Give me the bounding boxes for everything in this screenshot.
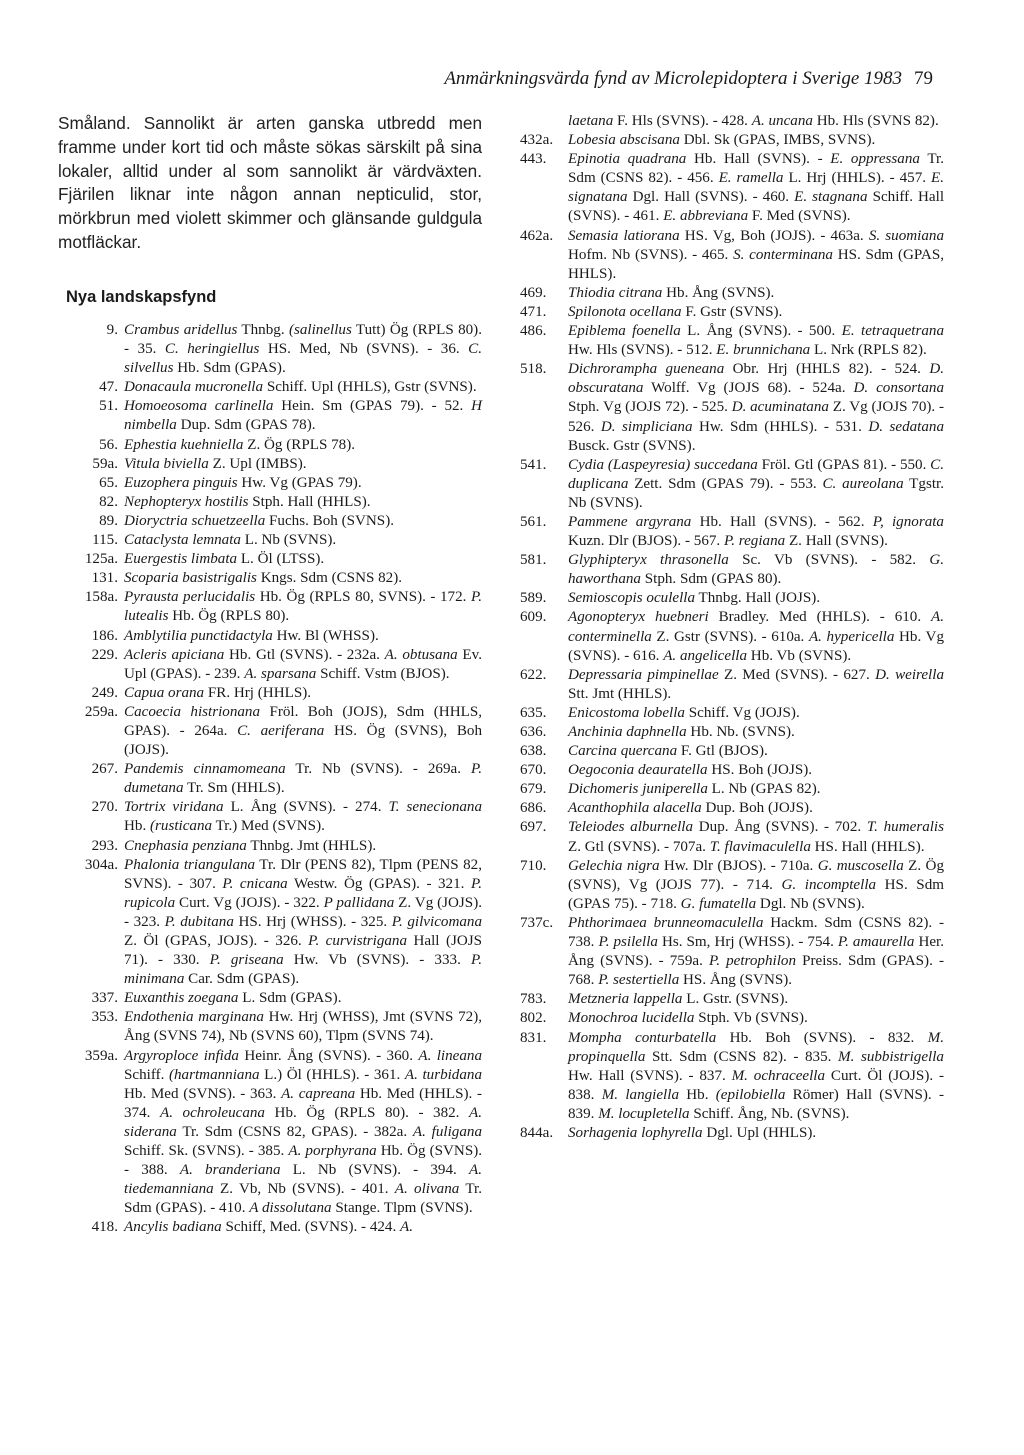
species-entry [520, 150, 944, 226]
species-entry [520, 818, 944, 856]
entry-text: Enicostoma lobella Schiff. Vg (JOJS). [568, 704, 800, 721]
species-entry [58, 378, 482, 397]
intro-paragraph: Småland. Sannolikt är arten ganska utbredd men framme under kort tid och måste sökas särskilt på sina lokaler, alltid under al som sannolikt är värdväxten. Fjärilen liknar inte någon annan nepticulid, stor, mörkbrun med violett skimmer och glänsande guldgula motfläckar. [58, 113, 482, 252]
entry-text: Cydia (Laspeyresia) succedana Fröl. Gtl (GPAS 81). - 550. C. duplicana Zett. Sdm (GPAS 79). - 553. C. aureolana Tgstr. Nb (SVNS). [568, 456, 944, 511]
entry-text: Epiblema foenella L. Ång (SVNS). - 500. E. tetraquetrana Hw. Hls (SVNS). - 512. E. brunnichana L. Nrk (RPLS 82). [568, 323, 945, 359]
entry-text: Euergestis limbata L. Öl (LTSS). [124, 551, 325, 568]
entry-number: 353. [91, 1009, 118, 1026]
species-entry [520, 666, 944, 704]
entry-number: 686. [520, 800, 547, 817]
entry-text: Glyphipteryx thrasonella Sc. Vb (SVNS). - 582. G. haworthana Stph. Sdm (GPAS 80). [568, 552, 944, 588]
species-entry [58, 684, 482, 703]
entry-text: Oegoconia deauratella HS. Boh (JOJS). [568, 762, 813, 779]
species-entry [520, 742, 944, 761]
species-entry [520, 704, 944, 723]
entry-number: 115. [92, 532, 118, 549]
entry-text: Dichomeris juniperella L. Nb (GPAS 82). [568, 781, 821, 798]
entry-text: Vitula biviella Z. Upl (IMBS). [124, 455, 307, 472]
entry-number: 89. [99, 512, 118, 529]
entry-text: Homoeosoma carlinella Hein. Sm (GPAS 79). - 52. H nimbella Dup. Sdm (GPAS 78). [124, 398, 482, 434]
entry-number: 249. [91, 684, 118, 701]
entry-number: 831. [520, 1029, 547, 1046]
left-column [58, 112, 483, 1236]
entry-text: Gelechia nigra Hw. Dlr (BJOS). - 710a. G. muscosella Z. Ög (SVNS), Vg (JOJS 77). - 714. G. incomptella HS. Sdm (GPAS 75). - 718. G. fumatella Dgl. Nb (SVNS). [568, 857, 944, 912]
species-entry [520, 456, 944, 513]
species-entry [58, 646, 482, 684]
entry-text: Thiodia citrana Hb. Ång (SVNS). [568, 284, 775, 301]
entry-text: Euxanthis zoegana L. Sdm (GPAS). [124, 990, 342, 1007]
running-header [380, 68, 933, 90]
species-entry [58, 321, 482, 378]
species-entry [58, 436, 482, 455]
species-entry [520, 360, 944, 455]
species-entry [520, 303, 944, 322]
section-heading: Nya landskapsfynd [66, 288, 217, 306]
species-entry [520, 799, 944, 818]
entry-text: Argyroploce infida Heinr. Ång (SVNS). - 360. A. lineana Schiff. (hartmanniana L.) Öl (HHLS). - 361. A. turbidana Hb. Med (SVNS). - 363. A. capreana Hb. Med (HHLS). - 374. A. ochroleucana Hb. Ög (RPLS 80). - 382. A. siderana Tr. Sdm (CSNS 82, GPAS). - 382a. A. fuligana Schiff. Sk. (SVNS). - 385. A. porphyrana Hb. Ög (SVNS). - 388. A. branderiana L. Nb (SVNS). - 394. A. tiedemanniana Z. Vb, Nb (SVNS). - 401. A. olivana Tr. Sdm (GPAS). - 410. A dissolutana Stange. Tlpm (SVNS). [124, 1047, 483, 1217]
entry-text: Dichrorampha gueneana Obr. Hrj (HHLS 82). - 524. D. obscuratana Wolff. Vg (JOJS 68). - 524a. D. consortana Stph. Vg (JOJS 72). - 525. D. acuminatana Z. Vg (JOJS 70). - 526. D. simpliciana Hw. Sdm (HHLS). - 531. D. sedatana Busck. Gstr (SVNS). [568, 361, 944, 454]
entry-number: 158a. [84, 589, 118, 606]
entry-text: Epinotia quadrana Hb. Hall (SVNS). - E. oppressana Tr. Sdm (CSNS 82). - 456. E. ramella L. Hrj (HHLS). - 457. E. signatana Dgl. Hall (SVNS). - 460. E. stagnana Schiff. Hall (SVNS). - 461. E. abbreviana F. Med (SVNS). [568, 151, 945, 225]
entry-text: Ancylis badiana Schiff, Med. (SVNS). - 424. A. [124, 1219, 414, 1236]
right-entry-list [520, 112, 944, 1143]
entry-text: laetana F. Hls (SVNS). - 428. A. uncana Hb. Hls (SVNS 82). [568, 113, 939, 129]
entry-text: Depressaria pimpinellae Z. Med (SVNS). - 627. D. weirella Stt. Jmt (HHLS). [568, 666, 944, 702]
entry-text: Spilonota ocellana F. Gstr (SVNS). [568, 303, 783, 320]
entry-text: Pyrausta perlucidalis Hb. Ög (RPLS 80, SVNS). - 172. P. lutealis Hb. Ög (RPLS 80). [124, 589, 482, 625]
species-entry [58, 627, 482, 646]
entry-text: Donacaula mucronella Schiff. Upl (HHLS), Gstr (SVNS). [124, 379, 477, 396]
entry-number: 125a. [84, 551, 118, 568]
entry-text: Carcina quercana F. Gtl (BJOS). [568, 743, 768, 760]
entry-number: 186. [91, 627, 118, 644]
species-entry [58, 1218, 482, 1237]
entry-number: 581. [520, 552, 547, 569]
species-entry [58, 531, 482, 550]
entry-number: 589. [520, 590, 547, 607]
entry-number: 638. [520, 743, 547, 760]
entry-number: 270. [91, 799, 118, 816]
species-entry [520, 322, 944, 360]
species-entry [520, 723, 944, 742]
entry-number: 359a. [84, 1047, 118, 1064]
species-entry [58, 512, 482, 531]
entry-text: Teleiodes alburnella Dup. Ång (SVNS). - 702. T. humeralis Z. Gtl (SVNS). - 707a. T. flavimaculella HS. Hall (HHLS). [568, 819, 944, 855]
entry-text: Anchinia daphnella Hb. Nb. (SVNS). [568, 724, 795, 740]
species-entry [58, 493, 482, 512]
species-entry [58, 569, 482, 588]
entry-text: Phthorimaea brunneomaculella Hackm. Sdm (CSNS 82). - 738. P. psilella Hs. Sm, Hrj (WHSS). - 754. P. amaurella Her. Ång (SVNS). - 759a. P. petrophilon Preiss. Sdm (GPAS). - 768. P. sestertiella HS. Ång (SVNS). [568, 914, 945, 989]
entry-text: Pandemis cinnamomeana Tr. Nb (SVNS). - 269a. P. dumetana Tr. Sm (HHLS). [124, 761, 482, 797]
entry-text: Euzophera pinguis Hw. Vg (GPAS 79). [124, 474, 362, 491]
entry-text: Dioryctria schuetzeella Fuchs. Boh (SVNS). [124, 512, 394, 529]
species-entry [58, 1008, 482, 1046]
entry-number: 259a. [84, 703, 118, 720]
entry-number [520, 112, 568, 131]
species-entry [58, 397, 482, 435]
entry-number: 59a. [92, 455, 118, 472]
entry-number: 697. [520, 819, 547, 836]
species-entry [58, 837, 482, 856]
entry-number: 304a. [84, 856, 118, 873]
species-entry [520, 857, 944, 914]
entry-number: 609. [520, 609, 547, 626]
species-entry [520, 780, 944, 799]
entry-text: Acanthophila alacella Dup. Boh (JOJS). [568, 800, 813, 817]
entry-number: 337. [91, 990, 118, 1007]
entry-text: Cataclysta lemnata L. Nb (SVNS). [124, 532, 337, 549]
entry-text: Semioscopis oculella Thnbg. Hall (JOJS). [568, 590, 821, 607]
entry-number: 670. [520, 762, 547, 779]
entry-number: 56. [99, 436, 118, 453]
entry-number: 541. [520, 456, 547, 473]
entry-text: Agonopteryx huebneri Bradley. Med (HHLS). - 610. A. conterminella Z. Gstr (SVNS). - 610a. A. hypericella Hb. Vg (SVNS). - 616. A. angelicella Hb. Vb (SVNS). [568, 609, 945, 664]
entry-number: 679. [520, 781, 547, 798]
entry-text: Pammene argyrana Hb. Hall (SVNS). - 562. P, ignorata Kuzn. Dlr (BJOS). - 567. P. regiana Z. Hall (SVNS). [568, 513, 944, 550]
species-entry [58, 455, 482, 474]
species-entry [520, 284, 944, 303]
entry-number: 737c. [520, 914, 554, 931]
species-entry [520, 1124, 944, 1143]
entry-text: Acleris apiciana Hb. Gtl (SVNS). - 232a. A. obtusana Ev. Upl (GPAS). - 239. A. sparsana Schiff. Vstm (BJOS). [124, 646, 482, 682]
entry-text: Cacoecia histrionana Fröl. Boh (JOJS), Sdm (HHLS, GPAS). - 264a. C. aeriferana HS. Ög (SVNS), Boh (JOJS). [124, 703, 482, 759]
species-entry [58, 989, 482, 1008]
entry-number: 802. [520, 1010, 547, 1027]
entry-number: 229. [91, 646, 118, 663]
entry-number: 471. [520, 303, 547, 320]
entry-number: 486. [520, 323, 547, 340]
entry-number: 82. [99, 493, 118, 510]
entry-number: 293. [91, 837, 118, 854]
entry-number: 561. [520, 513, 547, 530]
entry-text: Crambus aridellus Thnbg. (salinellus Tutt) Ög (RPLS 80). - 35. C. heringiellus HS. Med, Nb (SVNS). - 36. C. silvellus Hb. Sdm (GPAS). [124, 322, 482, 377]
species-entry [520, 131, 944, 150]
entry-text: Semasia latiorana HS. Vg, Boh (JOJS). - 463a. S. suomiana Hofm. Nb (SVNS). - 465. S. conterminana HS. Sdm (GPAS, HHLS). [568, 227, 944, 282]
species-entry [58, 760, 482, 798]
species-entry [520, 112, 944, 131]
entry-number: 9. [106, 322, 118, 338]
species-entry [520, 513, 944, 551]
species-entry [58, 798, 482, 836]
species-entry [520, 990, 944, 1009]
entry-text: Lobesia abscisana Dbl. Sk (GPAS, IMBS, SVNS). [568, 132, 876, 149]
entry-text: Phalonia triangulana Tr. Dlr (PENS 82), Tlpm (PENS 82, SVNS). - 307. P. cnicana Westw. Ög (GPAS). - 321. P. rupicola Curt. Vg (JOJS). - 322. P pallidana Z. Vg (JOJS). - 323. P. dubitana HS. Hrj (WHSS). - 325. P. gilvicomana Z. Öl (GPAS, JOJS). - 326. P. curvistrigana Hall (JOJS 71). - 330. P. griseana Hw. Vb (SVNS). - 333. P. minimana Car. Sdm (GPAS). [124, 856, 483, 988]
entry-number: 267. [91, 761, 118, 778]
species-entry [58, 474, 482, 493]
entry-text: Ephestia kuehniella Z. Ög (RPLS 78). [124, 436, 355, 453]
entry-number: 844a. [520, 1124, 554, 1141]
entry-text: Cnephasia penziana Thnbg. Jmt (HHLS). [124, 837, 377, 854]
entry-text: Scoparia basistrigalis Kngs. Sdm (CSNS 82). [124, 570, 403, 587]
entry-text: Sorhagenia lophyrella Dgl. Upl (HHLS). [568, 1124, 817, 1141]
entry-text: Metzneria lappella L. Gstr. (SVNS). [568, 991, 789, 1008]
entry-number: 443. [520, 151, 547, 168]
entry-number: 131. [91, 570, 118, 587]
entry-text: Amblytilia punctidactyla Hw. Bl (WHSS). [124, 627, 379, 644]
entry-number: 462a. [520, 227, 554, 244]
entry-text: Endothenia marginana Hw. Hrj (WHSS), Jmt (SVNS 72), Ång (SVNS 74), Nb (SVNS 60), Tlpm (SVNS 74). [124, 1009, 482, 1045]
entry-number: 635. [520, 704, 547, 721]
entry-number: 518. [520, 361, 547, 378]
species-entry [520, 227, 944, 284]
species-entry [58, 1047, 482, 1219]
species-entry [58, 550, 482, 569]
entry-number: 783. [520, 991, 547, 1008]
species-entry [520, 551, 944, 589]
entry-number: 65. [99, 474, 118, 491]
running-title: Anmärkningsvärda fynd av Microlepidoptera i Sverige 1983 [444, 68, 902, 89]
species-entry [520, 1029, 944, 1124]
entry-text: Tortrix viridana L. Ång (SVNS). - 274. T. senecionana Hb. (rusticana Tr.) Med (SVNS). [124, 799, 483, 835]
entry-number: 710. [520, 857, 547, 874]
entry-number: 47. [99, 379, 118, 396]
species-entry [58, 856, 482, 990]
entry-number: 636. [520, 724, 547, 740]
entry-text: Nephopteryx hostilis Stph. Hall (HHLS). [124, 493, 371, 510]
species-entry [520, 914, 944, 990]
entry-text: Monochroa lucidella Stph. Vb (SVNS). [568, 1010, 808, 1027]
entry-number: 432a. [520, 132, 554, 149]
species-entry [58, 703, 482, 760]
entry-number: 51. [99, 398, 118, 415]
species-entry [520, 589, 944, 608]
species-entry [520, 1009, 944, 1028]
species-entry [520, 608, 944, 665]
page-number: 79 [914, 68, 933, 89]
entry-number: 622. [520, 666, 547, 683]
entry-text: Capua orana FR. Hrj (HHLS). [124, 684, 312, 701]
entry-number: 418. [91, 1219, 118, 1236]
entry-text: Mompha conturbatella Hb. Boh (SVNS). - 832. M. propinquella Stt. Sdm (CSNS 82). - 835. M. subbistrigella Hw. Hall (SVNS). - 837. M. ochraceella Curt. Öl (JOJS). - 838. M. langiella Hb. (epilobiella Römer) Hall (SVNS). - 839. M. locupletella Schiff. Ång, Nb. (SVNS). [568, 1029, 945, 1122]
entry-number: 469. [520, 284, 547, 301]
left-entry-list [58, 321, 482, 1238]
species-entry [520, 761, 944, 780]
species-entry [58, 588, 482, 626]
